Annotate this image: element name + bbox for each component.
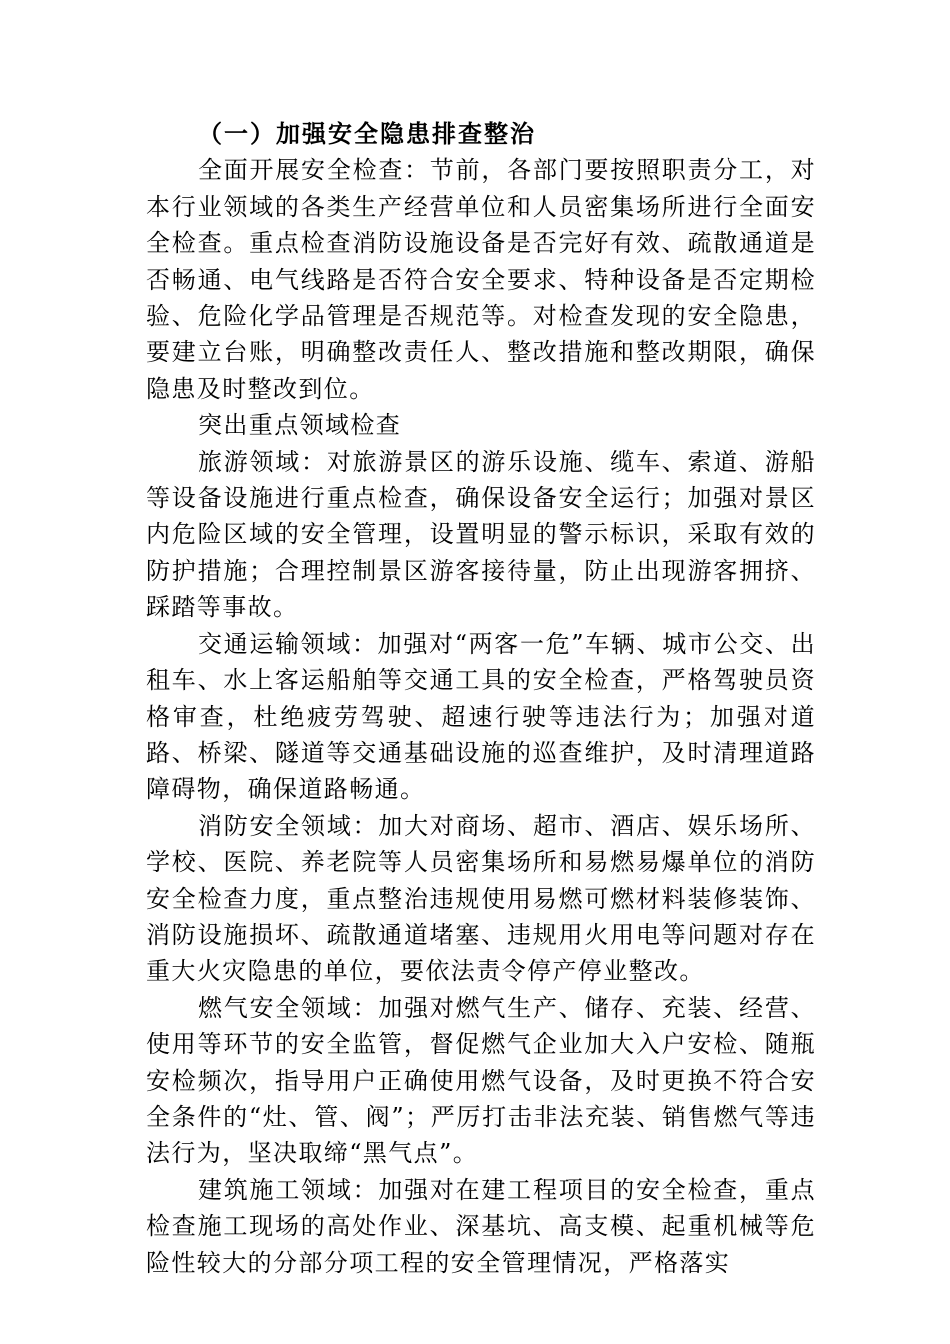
paragraph-key-areas-title: 突出重点领域检查 [198,411,402,440]
paragraph-gas-safety: 燃气安全领域：加强对燃气生产、储存、充装、经营、使用等环节的安全监管，督促燃气企业加大入户安检、随瓶安检频次，指导用户正确使用燃气设备，及时更换不符合安全条件的“灶、管、阀”；严厉打击非法充装、销售燃气等违法行为，坚决取缔“黑气点”。 [146,993,816,1168]
paragraph-transport: 交通运输领域：加强对“两客一危”车辆、城市公交、出租车、水上客运船舶等交通工具的安全检查，严格驾驶员资格审查，杜绝疲劳驾驶、超速行驶等违法行为；加强对道路、桥梁、隧道等交通基础设施的巡查维护，及时清理道路障碍物，确保道路畅通。 [146,629,816,804]
paragraph-tourism: 旅游领域：对旅游景区的游乐设施、缆车、索道、游船等设备设施进行重点检查，确保设备安全运行；加强对景区内危险区域的安全管理，设置明显的警示标识，采取有效的防护措施；合理控制景区游客接待量，防止出现游客拥挤、踩踏等事故。 [146,447,816,622]
paragraph-construction: 建筑施工领域：加强对在建工程项目的安全检查，重点检查施工现场的高处作业、深基坑、高支模、起重机械等危险性较大的分部分项工程的安全管理情况，严格落实 [146,1175,816,1277]
document-page [146,116,816,1281]
paragraph-safety-inspection: 全面开展安全检查：节前，各部门要按照职责分工，对本行业领域的各类生产经营单位和人员密集场所进行全面安全检查。重点检查消防设施设备是否完好有效、疏散通道是否畅通、电气线路是否符合安全要求、特种设备是否定期检验、危险化学品管理是否规范等。对检查发现的安全隐患，要建立台账，明确整改责任人、整改措施和整改期限，确保隐患及时整改到位。 [146,156,816,403]
section-heading: （一）加强安全隐患排查整治 [198,119,536,148]
paragraph-fire-safety: 消防安全领域：加大对商场、超市、酒店、娱乐场所、学校、医院、养老院等人员密集场所和易燃易爆单位的消防安全检查力度，重点整治违规使用易燃可燃材料装修装饰、消防设施损坏、疏散通道堵塞、违规用火用电等问题对存在重大火灾隐患的单位，要依法责令停产停业整改。 [146,811,816,986]
